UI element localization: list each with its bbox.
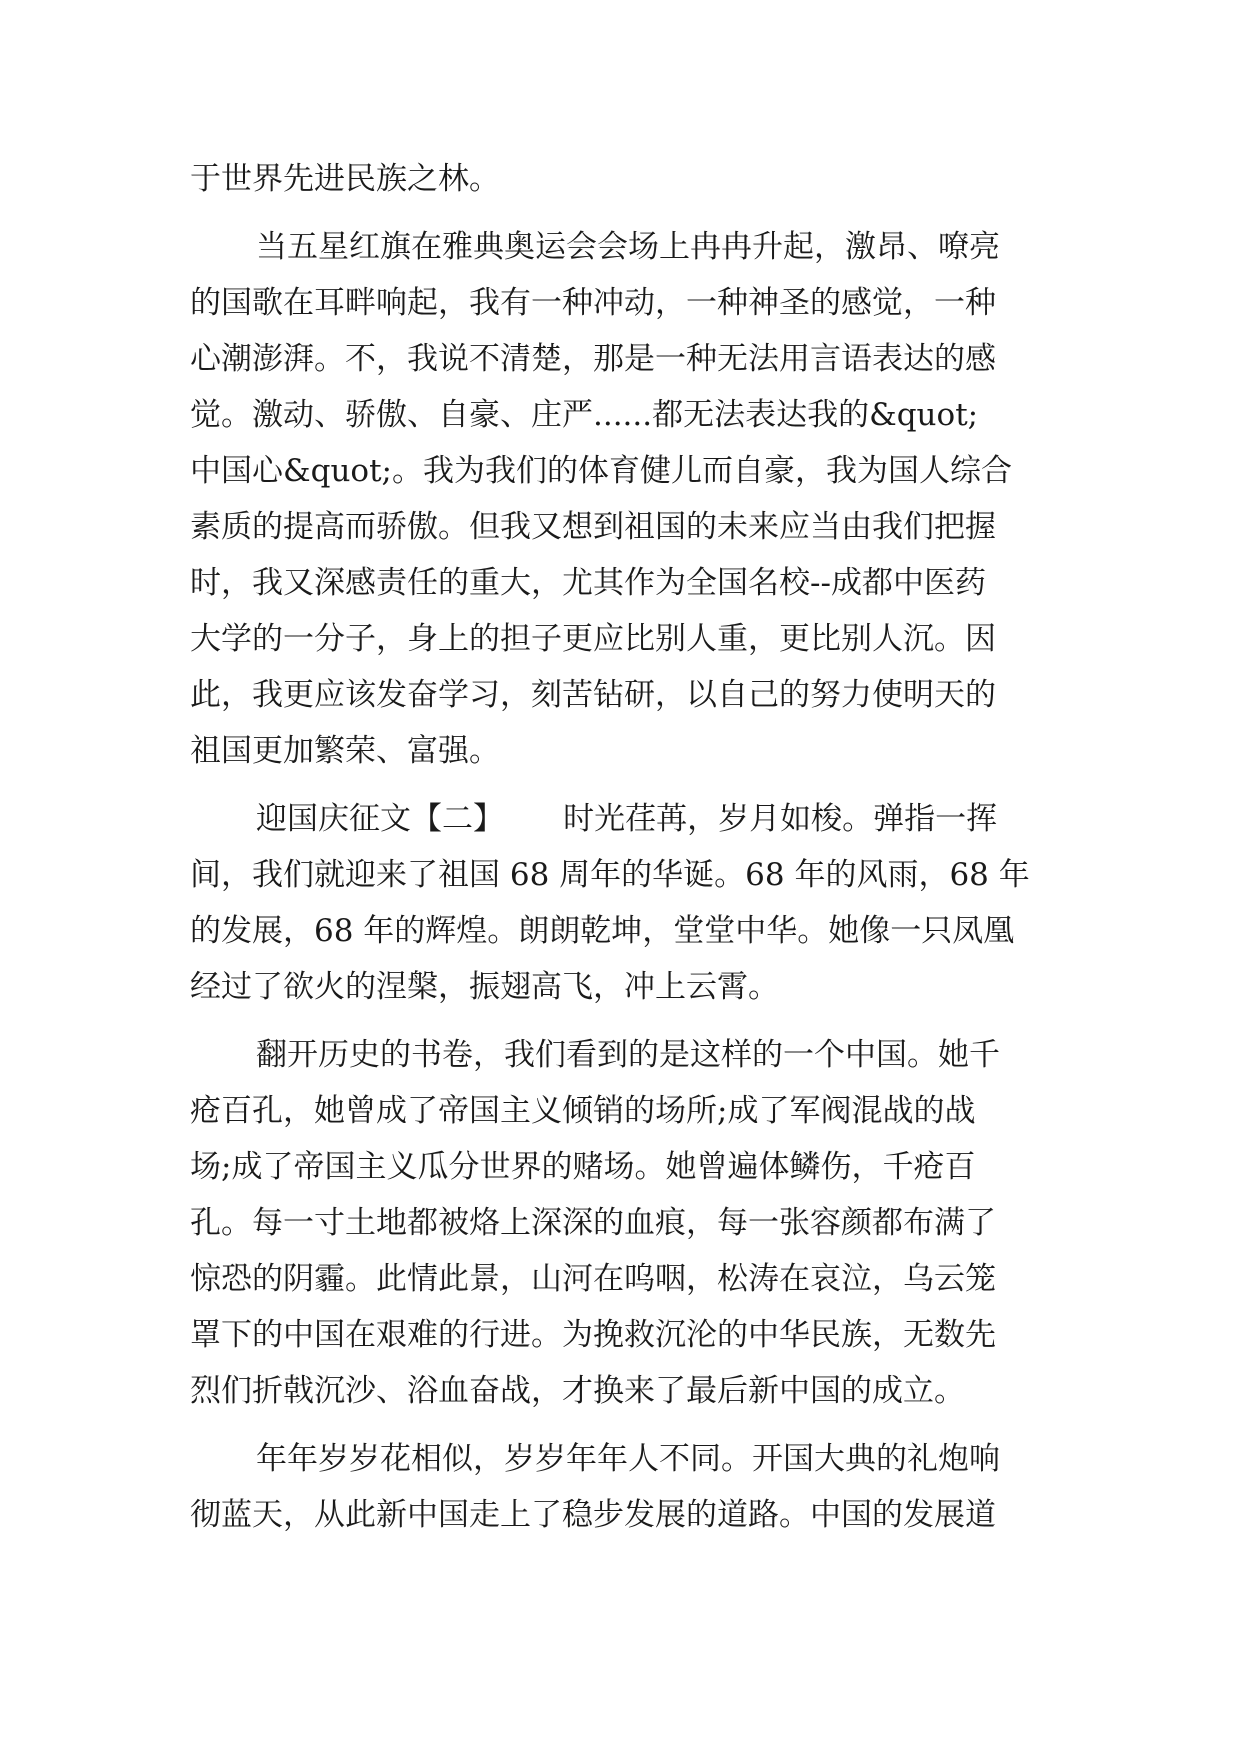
section-heading-line: 迎国庆征文【二】 时光荏苒，岁月如梭。弹指一挥 xyxy=(256,801,998,837)
paragraph-start-line: 翻开历史的书卷，我们看到的是这样的一个中国。她千 xyxy=(256,1037,1000,1073)
paragraph-start-line: 当五星红旗在雅典奥运会会场上冉冉升起，激昂、嘹亮 xyxy=(256,229,1000,265)
text-line: 时，我又深感责任的重大，尤其作为全国名校--成都中医药 xyxy=(190,565,986,601)
text-line: 祖国更加繁荣、富强。 xyxy=(190,733,500,769)
text-line: 疮百孔，她曾成了帝国主义倾销的场所;成了军阀混战的战 xyxy=(190,1093,976,1129)
text-line: 彻蓝天，从此新中国走上了稳步发展的道路。中国的发展道 xyxy=(190,1497,996,1533)
text-line: 素质的提高而骄傲。但我又想到祖国的未来应当由我们把握 xyxy=(190,509,996,545)
text-line: 间，我们就迎来了祖国 68 周年的华诞。68 年的风雨，68 年 xyxy=(190,857,1030,893)
text-line: 烈们折戟沉沙、浴血奋战，才换来了最后新中国的成立。 xyxy=(190,1373,965,1409)
text-line: 罩下的中国在艰难的行进。为挽救沉沦的中华民族，无数先 xyxy=(190,1317,996,1353)
text-line: 经过了欲火的涅槃，振翅高飞，冲上云霄。 xyxy=(190,969,779,1005)
text-line: 的发展，68 年的辉煌。朗朗乾坤，堂堂中华。她像一只凤凰 xyxy=(190,913,1015,949)
text-line: 孔。每一寸土地都被烙上深深的血痕，每一张容颜都布满了 xyxy=(190,1205,996,1241)
paragraph-start-line: 年年岁岁花相似，岁岁年年人不同。开国大典的礼炮响 xyxy=(256,1441,1000,1477)
text-line: 大学的一分子，身上的担子更应比别人重，更比别人沉。因 xyxy=(190,621,996,657)
text-line: 于世界先进民族之林。 xyxy=(190,161,500,197)
text-line: 场;成了帝国主义瓜分世界的赌场。她曾遍体鳞伤，千疮百 xyxy=(190,1149,976,1185)
text-line: 此，我更应该发奋学习，刻苦钻研，以自己的努力使明天的 xyxy=(190,677,996,713)
text-line: 觉。激动、骄傲、自豪、庄严......都无法表达我的&quot; xyxy=(190,397,979,433)
text-line: 惊恐的阴霾。此情此景，山河在呜咽，松涛在哀泣，乌云笼 xyxy=(190,1261,996,1297)
text-line: 的国歌在耳畔响起，我有一种冲动，一种神圣的感觉，一种 xyxy=(190,285,996,321)
text-line: 心潮澎湃。不，我说不清楚，那是一种无法用言语表达的感 xyxy=(190,341,996,377)
text-line: 中国心&quot;。我为我们的体育健儿而自豪，我为国人综合 xyxy=(190,453,1012,489)
